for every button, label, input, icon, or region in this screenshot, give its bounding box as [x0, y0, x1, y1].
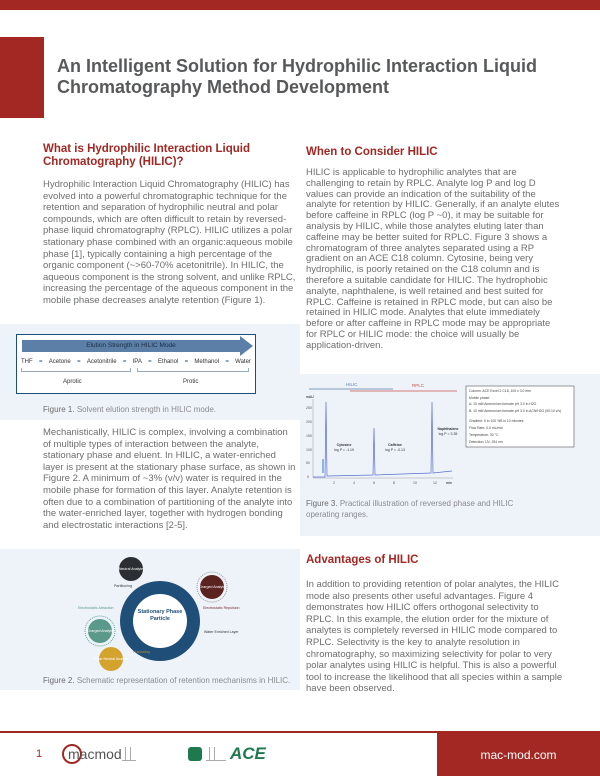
- svg-text:mAU: mAU: [306, 395, 314, 399]
- figure-1: [0, 324, 300, 420]
- chromatogram: [300, 374, 600, 489]
- svg-text:H-bonding: H-bonding: [133, 650, 150, 654]
- svg-text:Partitioning: Partitioning: [114, 584, 132, 588]
- svg-text:RPLC: RPLC: [412, 383, 425, 388]
- protic-brace: [137, 368, 249, 372]
- ace-logo: ACE: [188, 742, 266, 766]
- svg-text:Water Enriched Layer: Water Enriched Layer: [204, 630, 239, 634]
- svg-text:log P = -0.13: log P = -0.13: [385, 448, 405, 452]
- svg-text:Detection: UV, 254 nm: Detection: UV, 254 nm: [469, 440, 503, 444]
- peaks-icon: [206, 747, 226, 761]
- stationary-phase-label: Stationary Phase Particle: [137, 609, 183, 622]
- svg-text:min: min: [446, 481, 452, 485]
- arrow-head-icon: [240, 336, 253, 356]
- aprotic-brace: [21, 368, 131, 372]
- svg-text:200: 200: [306, 420, 312, 424]
- figure-caption: Figure 2. Schematic representation of retention mechanisms in HILIC.: [43, 676, 291, 685]
- what-is-hilic-section: [43, 143, 297, 307]
- paragraph: In addition to providing retention of polar analytes, the HILIC mode also presents other useful advantages. Figure 4 demonstrates how HILIC offers orthogonal selectivity to RPLC. In this example, the elution order for the mixture of analytes is completely reversed in HILIC mode compared to RPLC. Selectivity is the key to analyte resolution in chromatography, so maximizing selectivity for polar to very polar analytes using HILIC is helpful. This is also a powerful tool to increase the likelihood that all species within a sample have been observed.: [306, 579, 563, 695]
- svg-text:log P = -1.19: log P = -1.19: [334, 448, 354, 452]
- svg-text:Charged Analyte: Charged Analyte: [86, 629, 114, 633]
- figure-3: [300, 374, 600, 536]
- page-number: 1: [36, 748, 43, 760]
- svg-text:Naphthalene: Naphthalene: [437, 427, 459, 431]
- hexagon-icon: [188, 747, 202, 761]
- svg-text:4: 4: [353, 481, 355, 485]
- svg-text:Charged Analyte: Charged Analyte: [198, 585, 226, 589]
- elution-arrow: Elution Strength in HILIC Mode: [22, 340, 240, 352]
- svg-text:Temperature: 30 °C: Temperature: 30 °C: [469, 433, 499, 437]
- svg-text:Caffeine: Caffeine: [388, 443, 402, 447]
- solvent-strength-diagram: [16, 334, 256, 394]
- svg-text:Cytosine: Cytosine: [336, 443, 352, 447]
- figure-caption: Figure 3. Practical illustration of reversed phase and HILIC operating ranges.: [306, 499, 514, 519]
- svg-text:Polar Neutral Analyte: Polar Neutral Analyte: [94, 657, 128, 661]
- svg-text:Electrostatic Attraction: Electrostatic Attraction: [78, 606, 114, 610]
- svg-text:50: 50: [306, 461, 310, 465]
- svg-text:HILIC: HILIC: [346, 382, 358, 387]
- svg-text:log P = 3.35: log P = 3.35: [438, 432, 458, 436]
- protic-label: Protic: [183, 379, 199, 385]
- svg-text:Column: ACE Excel 2 C18, 100 x: Column: ACE Excel 2 C18, 100 x 3.0 mm: [469, 389, 531, 393]
- section-heading: When to Consider HILIC: [306, 146, 438, 158]
- advantages-section: [306, 554, 564, 695]
- macmod-logo: macmod: [62, 742, 136, 766]
- chromatogram-trace: [313, 402, 452, 477]
- svg-text:10: 10: [413, 481, 417, 485]
- svg-text:250: 250: [306, 406, 312, 410]
- svg-text:2: 2: [333, 481, 335, 485]
- website-link[interactable]: mac-mod.com: [437, 733, 600, 776]
- peaks-icon: [122, 747, 136, 761]
- figure-caption: Figure 1. Solvent elution strength in HILIC mode.: [43, 405, 216, 414]
- svg-text:0: 0: [307, 475, 309, 479]
- svg-text:8: 8: [393, 481, 395, 485]
- section-heading: What is Hydrophilic Interaction Liquid Chromatography (HILIC)?: [43, 143, 251, 168]
- section-heading: Advantages of HILIC: [306, 554, 419, 566]
- svg-text:Electrostatic Repulsion: Electrostatic Repulsion: [203, 606, 240, 610]
- top-bar: [0, 0, 600, 10]
- svg-text:6: 6: [373, 481, 375, 485]
- title-accent: [0, 37, 44, 118]
- figure-2: [0, 549, 300, 690]
- when-to-consider-section: [306, 146, 564, 352]
- paragraph: HILIC is applicable to hydrophilic analytes that are challenging to retain by RPLC. Analyte log P and log D values can provide an indication of the suitability of the analyte for retention by HILIC. Generally, if an analyte elutes before caffeine in RPLC (log P ~0), it may be suitable for analysis by HILIC, while those analytes eluting later than caffeine may be better suited for RPLC. Figure 3 shows a chromatogram of three analytes separated using a RP gradient on an ACE C18 column. Cytosine, being very hydrophilic, is poorly retained on the C18 column and is therefore a suitable candidate for HILIC. The hydrophobic analyte, naphthalene, is well retained and best suited for RPLC. Caffeine is retained in RPLC mode, but can also be retained in HILIC mode. Analytes that elute immediately before or after caffeine in RPLC mode may be appropriate for RPLC or HILIC mode: the choice will usually be application-driven.: [306, 167, 560, 351]
- svg-text:Neutral Analyte: Neutral Analyte: [118, 567, 144, 571]
- svg-text:Flow Rate: 0.6 mL/min: Flow Rate: 0.6 mL/min: [469, 426, 503, 430]
- svg-text:A: 10 mM Ammonium formate pH 3: A: 10 mM Ammonium formate pH 3.0 in H2O: [469, 402, 537, 406]
- svg-text:B: 10 mM Ammonium formate pH 3: B: 10 mM Ammonium formate pH 3.0 in ACN/H2O (90:10 v/v): [469, 409, 562, 413]
- solvent-list: THF = Acetone = Acetonitrile = IPA = Ethanol = Methanol = Water: [21, 359, 251, 365]
- paragraph: Hydrophilic Interaction Liquid Chromatography (HILIC) has evolved into a powerful chromatographic technique for the retention and separation of hydrophilic neutral and polar compounds, which are often difficult to retain by reversed-phase liquid chromatography (RPLC). HILIC utilizes a polar stationary phase combined with an organic:aqueous mobile phase [1], typically containing a high percentage of the organic component (~>60-70% acetonitrile). In HILIC, the aqueous component is the strong solvent, and unlike RPLC, increasing the percentage of the aqueous component in the mobile phase decreases analyte retention (Figure 1).: [43, 179, 296, 306]
- svg-text:150: 150: [306, 434, 312, 438]
- mechanism-section: [43, 427, 297, 531]
- svg-text:100: 100: [306, 448, 312, 452]
- svg-text:Gradient: 5 to 100 %B in 10 mi: Gradient: 5 to 100 %B in 10 minutes: [469, 419, 524, 423]
- svg-text:12: 12: [433, 481, 437, 485]
- svg-text:Mobile phase:: Mobile phase:: [469, 396, 491, 400]
- paragraph: Mechanistically, HILIC is complex, involving a combination of multiple types of interaction between the analyte, stationary phase and eluent. In HILIC, a water-enriched layer is present at the stationary phase surface, as shown in Figure 2. A minimum of ~3% (v/v) water is required in the mobile phase for formation of this layer. Analyte retention is often due to a combination of partitioning of the analyte into the water-enriched layer, together with hydrogen bonding and electrostatic interactions [2-5].: [43, 427, 296, 531]
- aprotic-label: Aprotic: [63, 379, 82, 385]
- page-title: An Intelligent Solution for Hydrophilic Interaction Liquid Chromatography Method Development: [57, 56, 537, 97]
